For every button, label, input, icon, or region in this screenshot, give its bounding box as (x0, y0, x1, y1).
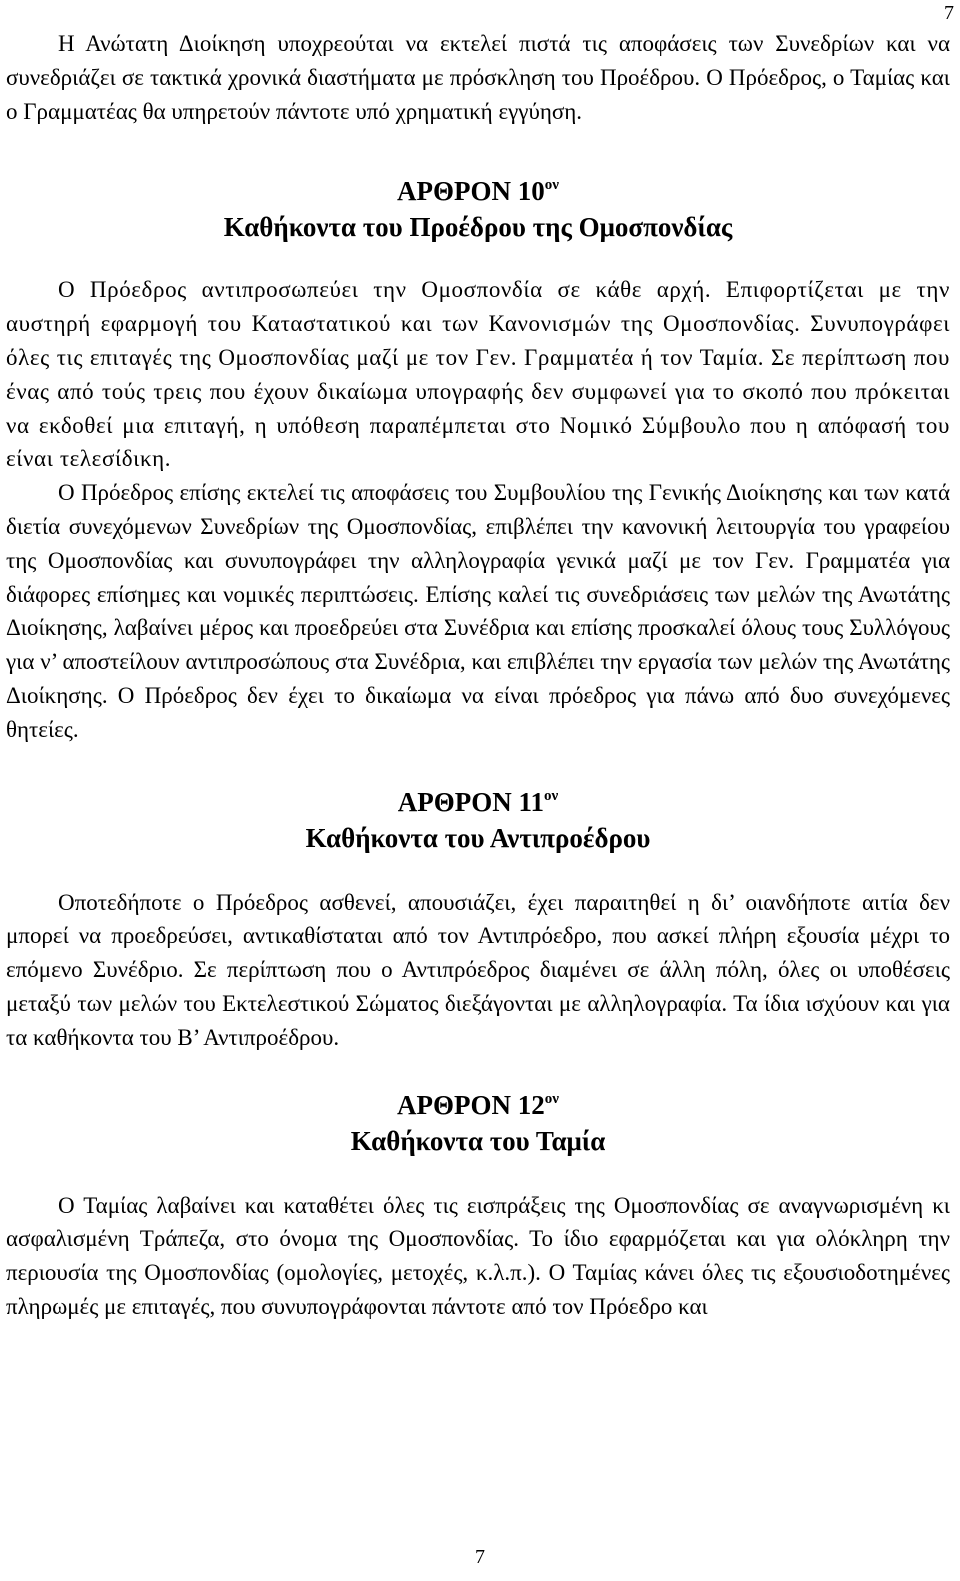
document-body (6, 27, 950, 1324)
article-10-paragraph-1: Ο Πρόεδρος αντιπροσωπεύει την Ομοσπονδία σε κάθε αρχή. Επιφορτίζεται με την αυστηρή εφαρμογή του Καταστατικού και των Κανονισμών της Ομοσπονδίας. Συνυπογράφει όλες τις επιταγές της Ομοσπονδίας μαζί με τον Γεν. Γραμματέα ή τον Ταμία. Σε περίπτωση που ένας από τούς τρεις που έχουν δικαίωμα υπογραφής δεν συμφωνεί για το σκοπό που πρόκειται να εκδοθεί μια επιταγή, η υπόθεση παραπέμπεται στο Νομικό Σύμβουλο που η απόφασή του είναι τελεσίδικη. (6, 277, 950, 472)
article-11-heading-ordinal: ον (544, 787, 559, 804)
article-10-paragraph-2: Ο Πρόεδρος επίσης εκτελεί τις αποφάσεις του Συμβουλίου της Γενικής Διοίκησης και των κατά διετία συνεχόμενων Συνεδρίων της Ομοσπονδίας, επιβλέπει την κανονική λειτουργία του γραφείου της Ομοσπονδίας και συνυπογράφει την αλληλογραφία γενικά μαζί με τον Γεν. Γραμματέα για διάφορες επίσημες και νομικές περιπτώσεις. Επίσης καλεί τις συνεδριάσεις των μελών της Ανωτάτης Διοίκησης, λαβαίνει μέρος και προεδρεύει στα Συνέδρια και επίσης προσκαλεί όλους τους Συλλόγους για ν’ αποστείλουν αντιπροσώπους στα Συνέδρια, και επιβλέπει την εργασία των μελών της Ανωτάτης Διοίκησης. Ο Πρόεδρος δεν έχει το δικαίωμα να είναι πρόεδρος για πάνω από δυο συνεχόμενες θητείες. (6, 480, 950, 742)
article-11-paragraph-1: Οποτεδήποτε ο Πρόεδρος ασθενεί, απουσιάζει, έχει παραιτηθεί η δι’ οιανδήποτε αιτία δεν μπορεί να προεδρεύσει, αντικαθίσταται από τον Αντιπρόεδρο, που ασκεί πλήρη εξουσία μέχρι το επόμενο Συνέδριο. Σε περίπτωση που ο Αντιπρόεδρος διαμένει σε άλλη πόλη, όλες οι υποθέσεις μεταξύ των μελών του Εκτελεστικού Σώματος διεξάγονται με αλληλογραφία. Τα ίδια ισχύουν και για τα καθήκοντα του Β’ Αντιπροέδρου. (6, 889, 950, 1050)
article-12-body (6, 1189, 950, 1324)
article-12-heading (6, 1087, 950, 1123)
article-12-heading-text: ΑΡΘΡΟΝ 12 (397, 1089, 545, 1120)
article-10-heading-text: ΑΡΘΡΟΝ 10 (397, 176, 545, 207)
intro-paragraph: Η Ανώτατη Διοίκηση υποχρεούται να εκτελεί πιστά τις αποφάσεις των Συνεδρίων και να συνεδριάζει σε τακτικά χρονικά διαστήματα με πρόσκληση του Προέδρου. Ο Πρόεδρος, ο Ταμίας και ο Γραμματέας θα υπηρετούν πάντοτε υπό χρηματική εγγύηση. (6, 31, 950, 124)
article-10-body (6, 273, 950, 746)
article-11-heading-text: ΑΡΘΡΟΝ 11 (397, 786, 545, 817)
article-10 (6, 173, 950, 746)
article-10-subtitle: Καθήκοντα του Προέδρου της Ομοσπονδίας (223, 212, 733, 243)
article-11-heading (6, 784, 950, 820)
article-12-heading-ordinal: ον (544, 1090, 559, 1107)
article-10-heading (6, 173, 950, 209)
article-12-subtitle: Καθήκοντα του Ταμία (350, 1125, 606, 1156)
page-number-bottom: 7 (475, 1546, 485, 1568)
article-12-paragraph-1: Ο Ταμίας λαβαίνει και καταθέτει όλες τις εισπράξεις της Ομοσπονδίας σε αναγνωρισμένη κι ασφαλισμένη Τράπεζα, στο όνομα της Ομοσπονδίας. Το ίδιο εφαρμόζεται και για ολόκληρη την περιουσία της Ομοσπονδίας (ομολογίες, μετοχές, κ.λ.π.). Ο Ταμίας κάνει όλες τις εξουσιοδοτημένες πληρωμές με επιταγές, που συνυπογράφονται πάντοτε από τον Πρόεδρο και (6, 1192, 950, 1319)
page-number-top: 7 (944, 2, 954, 24)
article-11 (6, 784, 950, 1055)
article-11-subtitle: Καθήκοντα του Αντιπροέδρου (305, 822, 651, 853)
article-12 (6, 1087, 950, 1324)
article-11-body (6, 886, 950, 1055)
article-10-heading-ordinal: ον (544, 177, 559, 194)
